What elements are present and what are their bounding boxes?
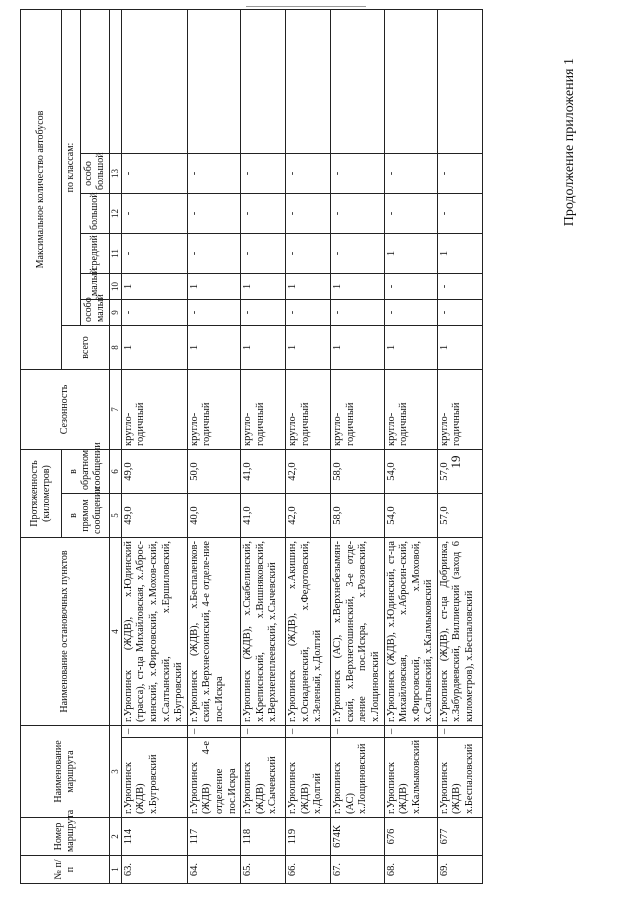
header-by-class: по классам:	[62, 9, 81, 325]
route-number: 114	[121, 818, 187, 856]
buses-small: 1	[187, 274, 240, 300]
length-forward: 58,0	[331, 494, 384, 538]
header-extra-large: особо большой	[81, 154, 110, 194]
length-back: 41,0	[241, 450, 286, 494]
season: кругло-годичный	[121, 370, 187, 450]
length-forward: 49,0	[121, 494, 187, 538]
buses-small: 1	[121, 274, 187, 300]
stops-list: г.Урюпинск (ЖДВ), ст-ца Добринка, х.Забурдяевский, Виллиецкий (заход 6 километров), х.Беспаловский	[437, 538, 482, 726]
dash-separator: –	[121, 726, 187, 738]
route-name: г.Урюпинск (ЖДВ) х.Сычевский	[241, 738, 286, 818]
header-num: № п/п	[21, 856, 110, 884]
buses-extra-small: -	[241, 300, 286, 326]
length-back: 49,0	[121, 450, 187, 494]
column-number: 10	[110, 274, 122, 300]
buses-extra-large: -	[241, 154, 286, 194]
season: кругло-годичный	[241, 370, 286, 450]
length-forward: 54,0	[384, 494, 437, 538]
row-number: 67.	[331, 856, 384, 884]
buses-large: -	[121, 194, 187, 234]
stops-list: г.Урюпинск (ЖДВ), х.Юдинский, ст-ца Михайловская, х.Абросин-ский, х.Фирсовский, х.Моховой, х.Салтынский, х.Калмыковский	[384, 538, 437, 726]
length-forward: 41,0	[241, 494, 286, 538]
buses-extra-large: -	[331, 154, 384, 194]
table-row	[286, 9, 331, 883]
route-number: 676	[384, 818, 437, 856]
buses-large: -	[241, 194, 286, 234]
column-number: 4	[110, 538, 122, 726]
column-number: 1	[110, 856, 122, 884]
dash-separator: –	[241, 726, 286, 738]
length-forward: 42,0	[286, 494, 331, 538]
blank-cell	[331, 9, 384, 153]
column-number: 5	[110, 494, 122, 538]
length-forward: 57,0	[437, 494, 482, 538]
buses-total: 1	[187, 326, 240, 370]
buses-medium: -	[286, 234, 331, 274]
header-buses-max: Максимальное количество автобусов	[21, 9, 62, 369]
season: кругло-годичный	[384, 370, 437, 450]
buses-medium: 1	[437, 234, 482, 274]
length-forward: 40,0	[187, 494, 240, 538]
dash-separator: –	[437, 726, 482, 738]
blank-cell	[187, 9, 240, 153]
column-number: 7	[110, 370, 122, 450]
buses-total: 1	[331, 326, 384, 370]
buses-extra-large: -	[384, 154, 437, 194]
buses-extra-large: -	[286, 154, 331, 194]
table-header	[21, 9, 122, 883]
buses-small: 1	[241, 274, 286, 300]
length-back: 57,0	[437, 450, 482, 494]
header-extra-small: особо малый	[81, 300, 110, 326]
header-length-forward: в прямом сообщении	[62, 494, 110, 538]
column-number: 6	[110, 450, 122, 494]
stops-list: г.Урюпинск (ЖДВ), х.Акишин, х.Осиадненский, х.Федотовский, х.Зеленый, х.Долгий	[286, 538, 331, 726]
row-number: 65.	[241, 856, 286, 884]
buses-small: 1	[331, 274, 384, 300]
buses-small: -	[437, 274, 482, 300]
table-row	[241, 9, 286, 883]
column-number: 13	[110, 154, 122, 194]
buses-medium: -	[331, 234, 384, 274]
buses-total: 1	[286, 326, 331, 370]
buses-total: 1	[384, 326, 437, 370]
column-number-blank	[110, 9, 122, 153]
route-number: 117	[187, 818, 240, 856]
season: кругло-годичный	[187, 370, 240, 450]
stops-list: г.Урюпинск (ЖДВ), х.Беспаленков-ский, х.Верхнесоинский, 4-е отделе-ние пос.Искра	[187, 538, 240, 726]
buses-extra-large: -	[121, 154, 187, 194]
row-number: 68.	[384, 856, 437, 884]
blank-cell	[121, 9, 187, 153]
route-number: 118	[241, 818, 286, 856]
blank-cell	[241, 9, 286, 153]
header-route-name: Наименование маршрута	[21, 726, 110, 818]
appendix-continuation-label: Продолжение приложения 1	[562, 58, 577, 227]
length-back: 54,0	[384, 450, 437, 494]
header-small: малый	[81, 274, 110, 300]
buses-large: -	[331, 194, 384, 234]
stops-list: г.Урюпинск (ЖДВ), х.Юдинский (трасса), ст-ца Михайловская, х.Аброс-кинский, х.Фирсовский, х.Мохов-ский, х.Салтынский, х.Ершиловский, х.Бугровский	[121, 538, 187, 726]
route-name: г.Урюпинск (АС) х.Лощиновский	[331, 738, 384, 818]
season: кругло-годичный	[437, 370, 482, 450]
buses-large: -	[384, 194, 437, 234]
table-row	[121, 9, 187, 883]
buses-extra-large: -	[187, 154, 240, 194]
buses-extra-small: -	[286, 300, 331, 326]
header-length: Протяженность (километров)	[21, 450, 62, 538]
header-stops: Наименование остановочных пунктов	[21, 538, 110, 726]
buses-extra-small: -	[121, 300, 187, 326]
route-number: 119	[286, 818, 331, 856]
header-total: всего	[62, 326, 110, 370]
stops-list: г.Урюпинск (АС), х.Верхнебезымян-ский, х.Верхнетошинский, 3-е отде-ление пос.Искра, х.Розовский, х.Лощиновский	[331, 538, 384, 726]
length-back: 58,0	[331, 450, 384, 494]
season: кругло-годичный	[331, 370, 384, 450]
buses-extra-small: -	[331, 300, 384, 326]
buses-large: -	[187, 194, 240, 234]
stops-list: г.Урюпинск (ЖДВ), х.Скабелинский, х.Креписнский, х.Вишняковский, х.Верхнепеплеевский, х.Сычевский	[241, 538, 286, 726]
buses-medium: -	[241, 234, 286, 274]
buses-large: -	[437, 194, 482, 234]
column-number: 12	[110, 194, 122, 234]
blank-cell	[384, 9, 437, 153]
blank-cell	[286, 9, 331, 153]
column-number: 2	[110, 818, 122, 856]
buses-total: 1	[241, 326, 286, 370]
blank-cell	[437, 9, 482, 153]
dash-separator: –	[187, 726, 240, 738]
buses-medium: -	[121, 234, 187, 274]
length-back: 50,0	[187, 450, 240, 494]
buses-extra-small: -	[187, 300, 240, 326]
row-number: 64.	[187, 856, 240, 884]
row-number: 63.	[121, 856, 187, 884]
buses-total: 1	[121, 326, 187, 370]
page-number: 19	[448, 455, 463, 469]
route-name: г.Урюпинск (ЖДВ) 4-е отделение пос.Искра	[187, 738, 240, 818]
buses-extra-small: -	[437, 300, 482, 326]
season: кругло-годичный	[286, 370, 331, 450]
buses-small: 1	[286, 274, 331, 300]
buses-extra-small: -	[384, 300, 437, 326]
header-medium: средний	[81, 234, 110, 274]
buses-small: -	[384, 274, 437, 300]
buses-medium: 1	[384, 234, 437, 274]
header-route-number: Номер маршрута	[21, 818, 110, 856]
dash-separator: –	[286, 726, 331, 738]
table-body	[121, 9, 482, 883]
route-name: г.Урюпинск (ЖДВ) х.Долгий	[286, 738, 331, 818]
length-back: 42,0	[286, 450, 331, 494]
buses-extra-large: -	[437, 154, 482, 194]
buses-medium: -	[187, 234, 240, 274]
route-number: 674К	[331, 818, 384, 856]
header-length-back: в обратном сообщении	[62, 450, 110, 494]
header-season: Сезонность	[21, 370, 110, 450]
buses-large: -	[286, 194, 331, 234]
route-name: г.Урюпинск (ЖДВ) х.Беспаловский	[437, 738, 482, 818]
column-number: 3	[110, 726, 122, 818]
table-row	[437, 9, 482, 883]
dash-separator: –	[384, 726, 437, 738]
column-number: 11	[110, 234, 122, 274]
row-number: 66.	[286, 856, 331, 884]
row-number: 69.	[437, 856, 482, 884]
column-number: 8	[110, 326, 122, 370]
route-name: г.Урюпинск (ЖДВ) х.Бугровский	[121, 738, 187, 818]
route-number: 677	[437, 818, 482, 856]
route-name: г.Урюпинск (ЖДВ) х.Калмыковский	[384, 738, 437, 818]
buses-total: 1	[437, 326, 482, 370]
bus-routes-table	[20, 9, 483, 884]
table-row	[384, 9, 437, 883]
column-number: 9	[110, 300, 122, 326]
dash-separator: –	[331, 726, 384, 738]
header-large: большой	[81, 194, 110, 234]
table-row	[331, 9, 384, 883]
column-number-row	[110, 9, 122, 883]
header-blank	[81, 9, 110, 153]
table-row	[187, 9, 240, 883]
